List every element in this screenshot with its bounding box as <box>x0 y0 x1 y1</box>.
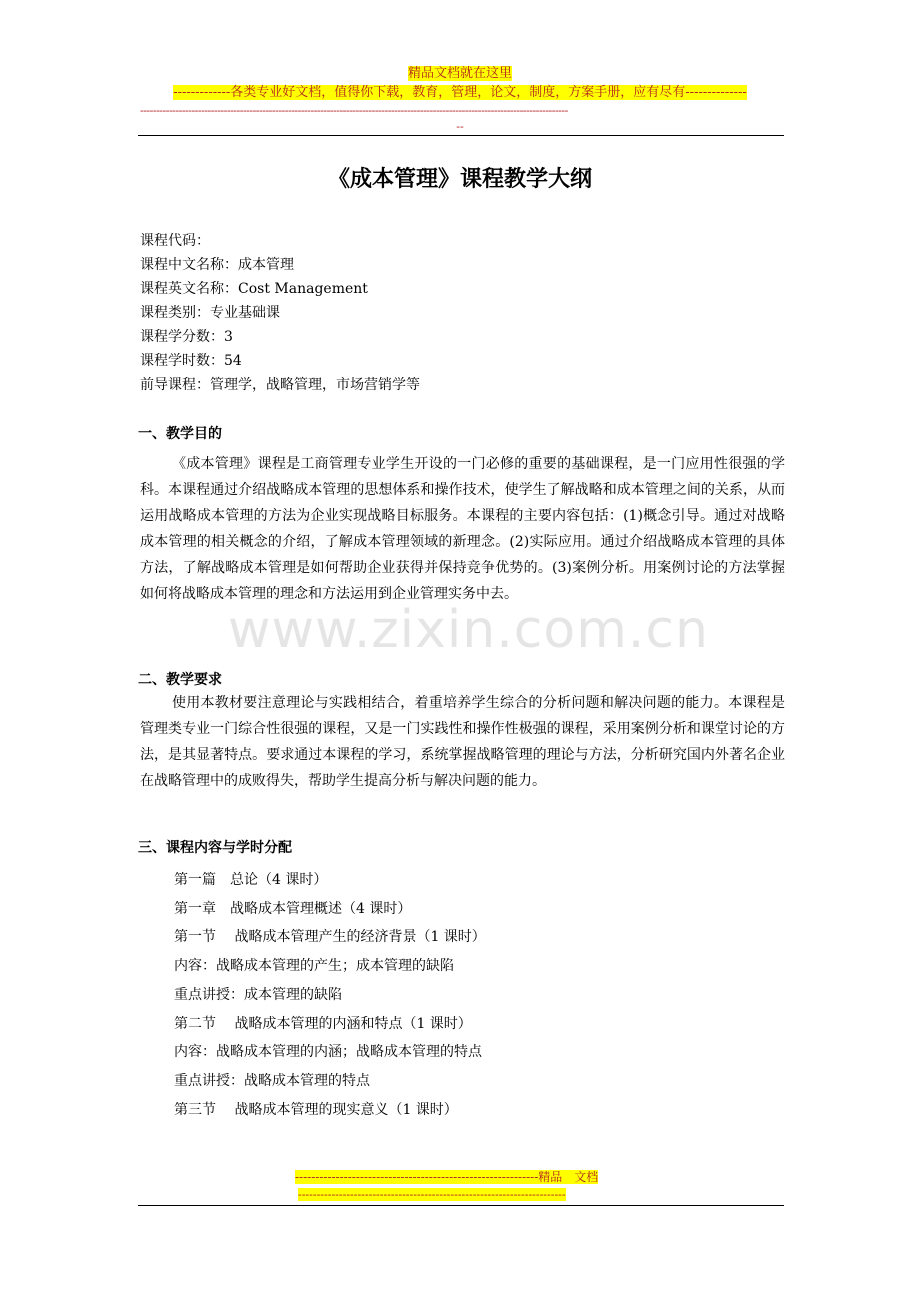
header-banner-title-text: 精品文档就在这里 <box>407 66 512 81</box>
meta-hours: 课程学时数：54 <box>140 353 242 369</box>
meta-chinese-name: 课程中文名称：成本管理 <box>140 257 294 273</box>
outline-item: 内容：战略成本管理的产生；成本管理的缺陷 <box>174 958 454 975</box>
outline-item: 第三节 战略成本管理的现实意义（1 课时） <box>174 1101 458 1118</box>
outline-item: 第一章 战略成本管理概述（4 课时） <box>174 900 412 917</box>
header-rule <box>138 135 784 136</box>
footer-banner-dashes-text: ------------------------------------------------------------------------ <box>298 1188 566 1201</box>
header-dash-line: ------------------------------------------------------------------------------------------------------------------------------------- <box>140 104 568 117</box>
meta-english-name: 课程英文名称：Cost Management <box>140 281 368 297</box>
page-title: 《成本管理》课程教学大纲 <box>327 167 592 192</box>
section-body-requirements: 使用本教材要注意理论与实践相结合，着重培养学生综合的分析问题和解决问题的能力。本课程是管理类专业一门综合性很强的课程，又是一门实践性和操作性极强的课程，采用案例分析和课堂讨论的方法，是其显著特点。要求通过本课程的学习，系统掌握战略管理的理论与方法，分析研究国内外著名企业在战略管理中的成败得失，帮助学生提高分析与解决问题的能力。 <box>140 695 785 789</box>
section-body-purpose: 《成本管理》课程是工商管理专业学生开设的一门必修的重要的基础课程，是一门应用性很强的学科。本课程通过介绍战略成本管理的思想体系和操作技术，使学生了解战略和成本管理之间的关系，从而运用战略成本管理的方法为企业实现战略目标服务。本课程的主要内容包括：(1)概念引导。通过对战略成本管理的相关概念的介绍，了解成本管理领域的新理念。(2)实际应用。通过介绍战略成本管理的具体方法，了解战略成本管理是如何帮助企业获得并保持竞争优势的。(3)案例分析。用案例讨论的方法掌握如何将战略成本管理的理念和方法运用到企业管理实务中去。 <box>140 456 785 602</box>
course-outline <box>174 866 486 1124</box>
outline-item: 内容：战略成本管理的内涵；战略成本管理的特点 <box>174 1044 482 1061</box>
section-heading-content: 三、课程内容与学时分配 <box>138 840 292 856</box>
watermark: www.zixin.com.cn <box>228 600 709 660</box>
footer-rule <box>138 1205 784 1206</box>
meta-category: 课程类别：专业基础课 <box>140 305 280 321</box>
outline-item: 重点讲授：战略成本管理的特点 <box>174 1072 370 1089</box>
header-banner-slogan <box>0 85 920 101</box>
section-heading-requirements: 二、教学要求 <box>138 672 222 688</box>
footer-banner-title <box>295 1170 598 1185</box>
header-banner-slogan-text: -------------各类专业好文档，值得你下载，教育，管理，论文，制度，方案手册，应有尽有-------------- <box>173 85 747 100</box>
outline-item: 第二节 战略成本管理的内涵和特点（1 课时） <box>174 1015 472 1032</box>
outline-item: 第一节 战略成本管理产生的经济背景（1 课时） <box>174 929 486 946</box>
meta-course-code: 课程代码： <box>140 233 210 249</box>
outline-item: 重点讲授：成本管理的缺陷 <box>174 986 342 1003</box>
footer-banner-title-text: ------------------------------------------------------------精品 文档 <box>295 1170 599 1184</box>
footer-banner-dashes <box>298 1188 566 1201</box>
header-banner-title <box>0 66 920 82</box>
section-heading-purpose: 一、教学目的 <box>138 426 222 442</box>
header-dash-tail: -- <box>456 120 464 133</box>
outline-item: 第一篇 总论（4 课时） <box>174 872 328 888</box>
course-meta <box>140 229 420 397</box>
meta-prerequisites: 前导课程：管理学，战略管理，市场营销学等 <box>140 377 420 393</box>
meta-credits: 课程学分数：3 <box>140 329 233 345</box>
